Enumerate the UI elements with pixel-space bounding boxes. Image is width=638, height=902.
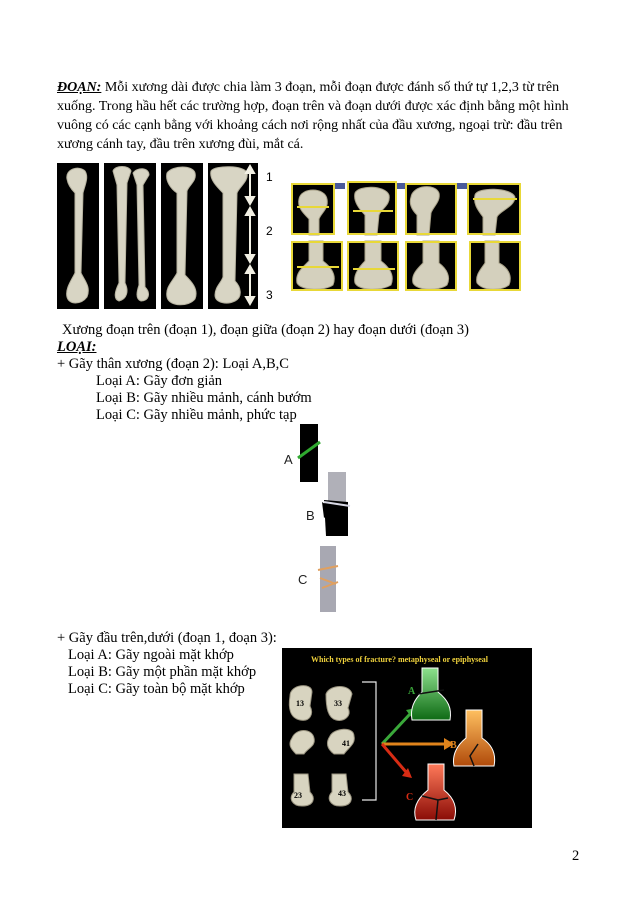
- code-33: 33: [334, 699, 342, 708]
- slide-letter-c: C: [406, 792, 414, 803]
- fracture-label-c: C: [298, 572, 308, 587]
- fracture-b-top: [328, 472, 346, 502]
- code-13: 13: [296, 699, 304, 708]
- ends-type-a: Loại A: Gãy ngoài mặt khớp: [68, 647, 234, 663]
- intro-paragraph: [57, 78, 587, 154]
- shaft-fracture-title: + Gãy thân xương (đoạn 2): Loại A,B,C: [57, 356, 289, 372]
- bone-segments-figure: [57, 163, 285, 309]
- section-heading-doan: ĐOẠN:: [57, 80, 102, 95]
- shaft-type-b: Loại B: Gãy nhiều mảnh, cánh bướm: [96, 390, 312, 406]
- segment-number-2: 2: [266, 224, 273, 238]
- slide-letter-b: B: [450, 740, 457, 751]
- figure-caption-segments: Xương đoạn trên (đoạn 1), đoạn giữa (đoạn 2) hay đoạn dưới (đoạn 3): [62, 322, 469, 338]
- code-23: 23: [294, 791, 302, 800]
- code-43: 43: [338, 789, 346, 798]
- bone-panel-2: [104, 163, 156, 309]
- ends-type-b: Loại B: Gãy một phần mặt khớp: [68, 664, 257, 680]
- intro-text: Mỗi xương dài được chia làm 3 đoạn, mỗi đoạn được đánh số thứ tự 1,2,3 từ trên xuống. Trong hầu hết các trường hợp, đoạn trên và đoạn dưới được xác định bằng một hình vuông có các cạnh bằng với khoảng cách nơi rộng nhất của đầu xương, ngoại trừ: đầu trên xương cánh tay, đầu trên xương đùi, mắt cá.: [57, 80, 569, 152]
- shaft-fracture-abc-figure: [280, 422, 360, 614]
- segment-number-1: 1: [266, 170, 273, 184]
- slide-letter-a: A: [408, 686, 416, 697]
- fracture-label-a: A: [284, 452, 293, 467]
- code-41: 41: [342, 739, 350, 748]
- fracture-type-slide: [282, 648, 532, 828]
- bone-ends-squares-figure: [289, 179, 525, 293]
- ends-type-c: Loại C: Gãy toàn bộ mặt khớp: [68, 681, 245, 697]
- segment-number-3: 3: [266, 288, 273, 302]
- shaft-type-a: Loại A: Gãy đơn giản: [96, 373, 223, 389]
- slide-title: Which types of fracture? metaphyseal or epiphyseal: [311, 655, 489, 664]
- ends-fracture-title: + Gãy đầu trên,dưới (đoạn 1, đoạn 3):: [57, 630, 277, 646]
- page-number: 2: [572, 848, 580, 864]
- section-heading-loai: LOẠI:: [57, 339, 97, 355]
- shaft-type-c: Loại C: Gãy nhiều mảnh, phức tạp: [96, 407, 297, 423]
- fracture-label-b: B: [306, 508, 315, 523]
